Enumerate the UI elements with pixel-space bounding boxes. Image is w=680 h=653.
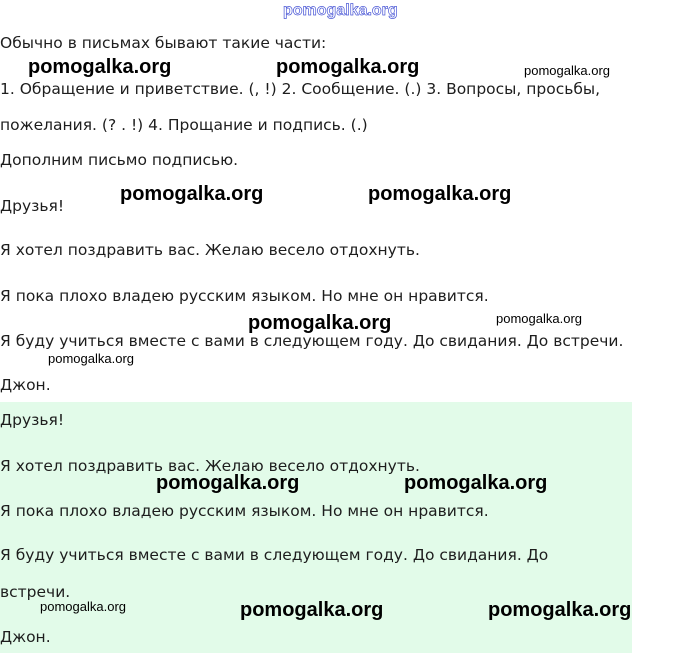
intro-heading: Обычно в письмах бывают такие части: [0, 34, 327, 52]
watermark: pomogalka.org [240, 599, 384, 621]
task-text: Дополним письмо подписью. [0, 151, 239, 169]
watermark: pomogalka.org [156, 472, 300, 494]
watermark: pomogalka.org [48, 351, 134, 366]
answer-line-3: Я буду учиться вместе с вами в следующем году. До свидания. До [0, 546, 549, 564]
watermark: pomogalka.org [368, 183, 512, 205]
letter-line-2: Я пока плохо владею русским языком. Но мне он нравится. [0, 287, 489, 305]
watermark: pomogalka.org [524, 63, 610, 78]
letter-line-1: Я хотел поздравить вас. Желаю весело отдохнуть. [0, 241, 420, 259]
letter-line-3: Я буду учиться вместе с вами в следующем году. До свидания. До встречи. [0, 332, 624, 350]
watermark: pomogalka.org [28, 56, 172, 78]
watermark: pomogalka.org [496, 311, 582, 326]
watermark: pomogalka.org [248, 312, 392, 334]
watermark: pomogalka.org [404, 472, 548, 494]
watermark: pomogalka.org [40, 599, 126, 614]
answer-line-1: Я хотел поздравить вас. Желаю весело отдохнуть. [0, 457, 420, 475]
letter-parts-line-2: пожелания. (? . !) 4. Прощание и подпись. (.) [0, 116, 368, 134]
letter-parts-line-1: 1. Обращение и приветствие. (, !) 2. Сообщение. (.) 3. Вопросы, просьбы, [0, 80, 601, 98]
watermark-top: pomogalka.org [283, 2, 398, 19]
answer-greeting: Друзья! [0, 411, 65, 429]
letter-greeting: Друзья! [0, 197, 65, 215]
watermark: pomogalka.org [120, 183, 264, 205]
letter-signature: Джон. [0, 376, 51, 394]
answer-line-2: Я пока плохо владею русским языком. Но мне он нравится. [0, 502, 489, 520]
answer-line-3-continued: встречи. [0, 583, 71, 601]
watermark: pomogalka.org [488, 599, 632, 621]
watermark: pomogalka.org [276, 56, 420, 78]
answer-signature: Джон. [0, 628, 51, 646]
